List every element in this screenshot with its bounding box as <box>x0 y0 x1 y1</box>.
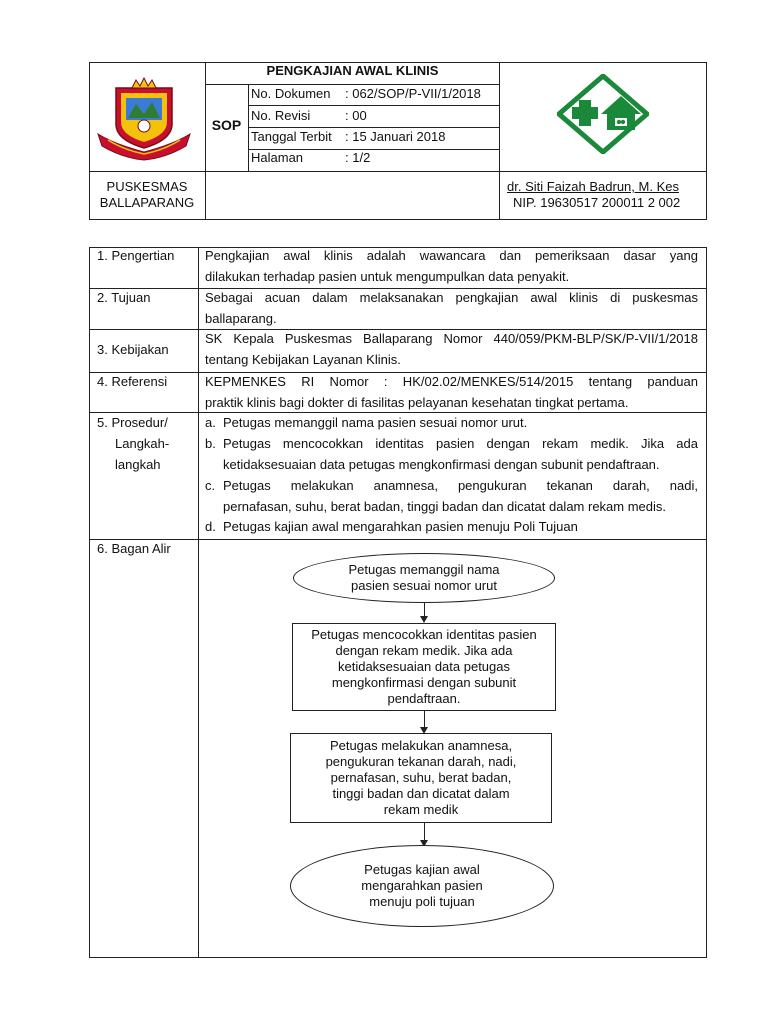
flowchart-step-3-line2: pengukuran tekanan darah, nadi, <box>325 754 517 769</box>
prosedur-c-marker: c. <box>205 478 216 493</box>
section-label-prosedur-line3: langkah <box>115 457 161 472</box>
flowchart-step-3 <box>290 733 552 823</box>
section-label-tujuan: 2. Tujuan <box>97 290 151 305</box>
prosedur-d-marker: d. <box>205 519 216 534</box>
sop-label: SOP <box>211 117 242 133</box>
flowchart-step-2 <box>292 623 556 711</box>
field-label-no-dokumen: No. Dokumen <box>251 86 331 101</box>
referensi-line1: KEPMENKES RI Nomor : HK/02.02/MENKES/514/2015 tentang panduan <box>205 374 698 389</box>
flowchart-step-3-line1: Petugas melakukan anamnesa, <box>329 738 513 753</box>
flowchart-step-2-line2: dengan rekam medik. Jika ada <box>335 643 513 658</box>
flowchart-step-2-line5: pendaftraan. <box>387 691 461 706</box>
flowchart-step-4-line2: mengarahkan pasien <box>361 878 483 893</box>
prosedur-b-line2: ketidaksesuaian data petugas mengkonfirmasi dengan subunit pendaftraan. <box>223 457 660 472</box>
prosedur-d-text: Petugas kajian awal mengarahkan pasien menuju Poli Tujuan <box>223 519 578 534</box>
flowchart-step-3-line4: tinggi badan dan dicatat dalam <box>332 786 510 801</box>
flowchart-step-4-line1: Petugas kajian awal <box>364 862 480 877</box>
field-label-halaman: Halaman <box>251 150 304 165</box>
prosedur-a-text: Petugas memanggil nama pasien sesuai nomor urut. <box>223 415 528 430</box>
kebijakan-line1: SK Kepala Puskesmas Ballaparang Nomor 440/059/PKM-BLP/SK/P-VII/1/2018 <box>205 331 698 346</box>
flowchart-step-4 <box>290 845 554 927</box>
signer-nip: NIP. 19630517 200011 2 002 <box>513 195 681 210</box>
prosedur-b-text <box>223 433 698 475</box>
tujuan-line2: ballaparang. <box>205 311 277 326</box>
section-content-referensi <box>205 371 698 413</box>
section-label-pengertian: 1. Pengertian <box>97 248 175 263</box>
signer-name: dr. Siti Faizah Badrun, M. Kes <box>507 179 679 194</box>
institution-name-line1: PUSKESMAS <box>106 179 188 194</box>
field-label-tanggal-terbit: Tanggal Terbit <box>251 129 332 144</box>
flowchart-arrowhead-1 <box>420 616 428 623</box>
flowchart-step-1-line2: pasien sesuai nomor urut <box>351 578 497 593</box>
flowchart-step-4-line3: menuju poli tujuan <box>369 894 475 909</box>
prosedur-b-line1: Petugas mencocokkan identitas pasien dengan rekam medik. Jika ada <box>223 436 698 451</box>
flowchart-step-1-line1: Petugas memanggil nama <box>348 562 500 577</box>
field-value-no-dokumen: : 062/SOP/P-VII/1/2018 <box>345 86 481 101</box>
field-label-no-revisi: No. Revisi <box>251 108 311 123</box>
section-label-prosedur-line2: Langkah- <box>115 436 170 451</box>
pengertian-line1: Pengkajian awal klinis adalah wawancara dan pemeriksaan dasar yang <box>205 248 698 263</box>
section-label-prosedur: 5. Prosedur/ <box>97 415 168 430</box>
field-value-halaman: : 1/2 <box>345 150 371 165</box>
section-content-kebijakan <box>205 328 698 370</box>
field-value-tanggal-terbit: : 15 Januari 2018 <box>345 129 446 144</box>
regional-emblem-logo <box>94 74 194 162</box>
section-label-kebijakan: 3. Kebijakan <box>97 342 169 357</box>
prosedur-c-text <box>223 475 698 517</box>
field-value-no-revisi: : 00 <box>345 108 367 123</box>
prosedur-c-line2: pernafasan, suhu, berat badan, tinggi badan dan dicatat dalam rekam medis. <box>223 499 667 514</box>
tujuan-line1: Sebagai acuan dalam melaksanakan pengkajian awal klinis di puskesmas <box>205 290 698 305</box>
referensi-line2: praktik klinis bagi dokter di fasilitas pelayanan kesehatan tingkat pertama. <box>205 395 629 410</box>
institution-name-line2: BALLAPARANG <box>99 195 195 210</box>
section-label-referensi: 4. Referensi <box>97 374 168 389</box>
flowchart-step-2-line4: mengkonfirmasi dengan subunit <box>331 675 517 690</box>
flowchart-step-3-line5: rekam medik <box>383 802 459 817</box>
prosedur-c-line1: Petugas melakukan anamnesa, pengukuran tekanan darah, nadi, <box>223 478 698 493</box>
flowchart-step-2-line1: Petugas mencocokkan identitas pasien <box>311 627 537 642</box>
flowchart-step-1 <box>293 553 555 603</box>
section-label-bagan-alir: 6. Bagan Alir <box>97 541 171 556</box>
section-content-pengertian <box>205 245 698 287</box>
flowchart-arrow-1 <box>424 603 425 617</box>
document-title: PENGKAJIAN AWAL KLINIS <box>266 63 439 78</box>
flowchart-step-2-line3: ketidaksesuaian data petugas <box>337 659 510 674</box>
puskesmas-logo <box>557 74 649 154</box>
kebijakan-line2: tentang Kebijakan Layanan Klinis. <box>205 352 401 367</box>
section-content-tujuan <box>205 287 698 329</box>
prosedur-a-marker: a. <box>205 415 216 430</box>
flowchart-step-3-line3: pernafasan, suhu, berat badan, <box>330 770 512 785</box>
prosedur-b-marker: b. <box>205 436 216 451</box>
pengertian-line2: dilakukan terhadap pasien untuk mengumpulkan data penyakit. <box>205 269 570 284</box>
flowchart-arrow-3 <box>424 823 425 841</box>
